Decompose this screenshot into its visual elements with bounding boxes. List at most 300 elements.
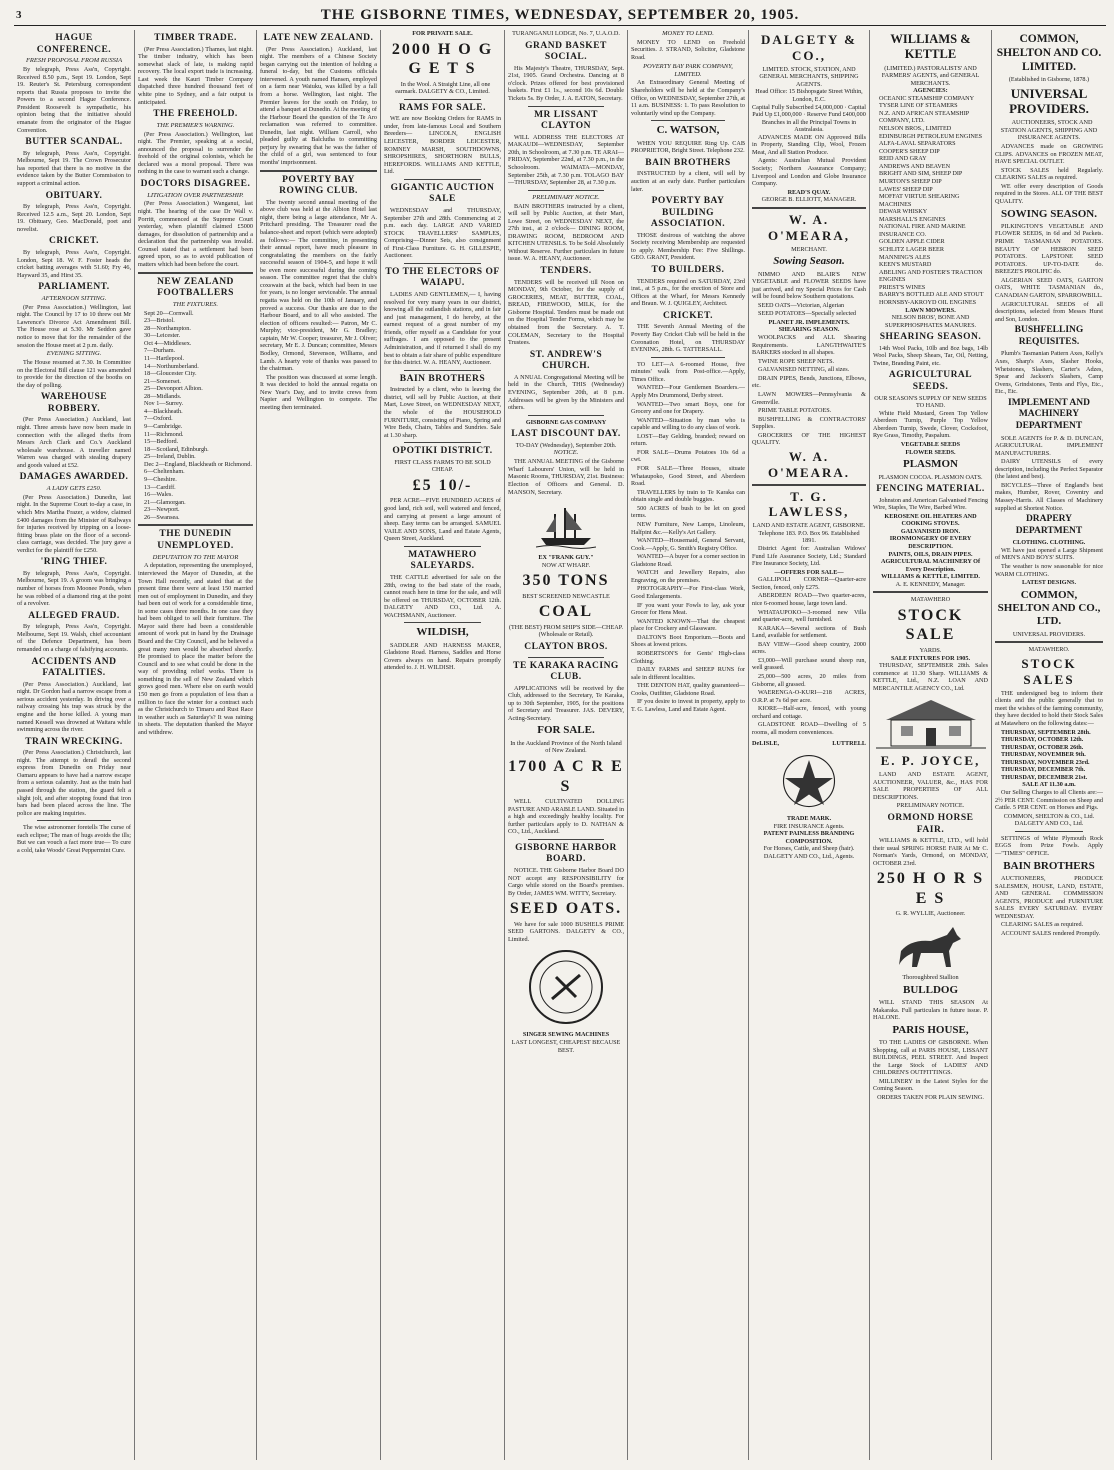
agency-list [873,95,988,307]
ad-singer-text: LAST LONGEST, CHEAPEST BECAUSE BEST. [511,1039,621,1054]
agency-item: HORNSBY-AKROYD OIL ENGINES [879,298,977,306]
ad-auctioneers: AUCTIONEERS, STOCK AND STATION AGENTS, SHIPPING AND INSURANCE AGENTS. [1000,119,1098,142]
agency-item: COOPER'S SHEEP DIP [879,147,940,155]
fixture-item: 28—Northampton. [144,324,191,332]
ad-sowing-season: SOWING SEASON. [1001,207,1097,220]
sale-item: GLADSTONE ROAD—Dwelling of 5 rooms, all modern conveniences. [752,721,866,736]
ad-seed-oats: SEED OATS—Victorian, Algerian [758,301,845,309]
agency-item: MURTON'S SHEEP DIP [879,177,942,185]
ad-ironmongery: IRONMONGERY OF EVERY DESCRIPTION. [889,535,972,551]
ad-tenders-text: TENDERS will be received till Noon on MONDAY, 9th October, for the supply of GROCERIES, MEAT, BUTTER, COAL, BREAD, FIREWOOD, MILK, for the Gisborne Hospital. Tenders must be made out on the Hospital Tender Forms, which may be obtained from the Secretary. A. T. COLEMAN, Secretary to the Hospital Trustees. [508,278,624,347]
subhead-afternoon: AFTERNOON SITTING. [41,294,107,302]
fixture-item: Oct 4—Middlesex. [144,339,192,347]
fixture-item: 30—Leicester. [144,332,181,340]
sale-item: £3,000—Will purchase sound sheep run, well grassed. [752,656,866,672]
headline-cricket: CRICKET. [48,236,99,247]
ad-matawhero: MATAWHERO [910,596,951,604]
column-4 [381,30,505,1460]
ad-fencing-text: Johnston and American Galvanised Fencing Wire, Staples, Tie Wire, Barbed Wire. [873,496,988,512]
ad-delisle: DeLISLE, [752,739,779,747]
headline-doctors: DOCTORS DISAGREE. [140,178,251,189]
classified-ad: WANTED—Housemaid, General Servant, Cook.—Apply, G. Smith's Registry Office. [631,537,745,552]
ad-bulldog-text: WILL STAND THIS SEASON At Makaraka. Full particulars in future issue. P. HALONE. [873,999,988,1022]
ad-notice-text: THE ANNUAL MEETING of the Gisborne Wharf Labourers' Union, will be held in Masonic Rooms, THURSDAY, 21st. Business: Election of Officers and General. D. MANSON, Secretary. [508,458,624,496]
ad-clayton-text: WILL ADDRESS THE ELECTORS AT MAKAUDI—WEDNESDAY, September 20th, in Schoolroom, at 7.30 p.m. TE ARAI—FRIDAY, September 22nd, at 7.30 p.m., in the Schoolroom. WAIMATA—MONDAY, September 25th, at 7.30 p.m. TOLAGO BAY—THURSDAY, September 28, at 7.30 p.m. [508,133,624,187]
ad-gigantic: GIGANTIC AUCTION SALE [390,182,495,205]
ad-ormond: ORMOND HORSE FAIR. [887,813,974,835]
agency-item: DEWAR WHISKY [879,208,928,216]
fixture-item: 23—Newport. [144,506,180,514]
agency-item: ALFA-LAVAL SEPARATORS [879,140,956,148]
classified-ad: PHOTOGRAPHY—For First-class Work, Good Enlargements. [631,585,745,601]
classified-ad: FOR SALE—Drums Potatoes 10s 6d a cwt. [631,448,745,464]
ad-stock-sales-2: STOCK SALES [1021,656,1077,687]
agency-item: MARSHALL'S ENGINES [879,215,946,223]
ad-shearing-text: 14th Wool Packs, 10lb and 8oz bags, 14lb Wool Packs, Sheep Shears, Tar, Oil, Netting, Twine, Branding Paint, etc. [873,344,988,367]
fixture-item: 7—Oxford. [144,415,173,423]
ad-gas: GISBORNE GAS COMPANY [525,418,607,426]
ad-bulldog: BULLDOG [902,983,958,996]
subhead-evening: EVENING SITTING. [46,350,102,358]
ad-coal: COAL [538,603,594,621]
classified-ad: WANTED—A buyer for a corner section in Gladstone Road. [631,553,745,568]
ad-wildish: WILDISH, [416,626,469,639]
classified-ad: WANTED—Four Gentlemen Boarders.—Apply Mrs Drummond, Derby street. [631,384,745,399]
article-train: (Per Press Association.) Christchurch, last night. The attempt to derail the second express from Dunedin on Friday near Oamaru appears to have had a narrow escape from a serious calamity. Just as the train had passed through the station, the guard felt a slight jolt, and after stopping found that iron bars had been placed across the line. The police are making inquiries. [17,749,131,817]
headline-hague: HAGUE CONFERENCE. [36,33,112,55]
classified-ad: ROBERTSON'S for Gents' High-class Clothing. [631,649,745,665]
article-cricket: By telegraph, Press Ass'n, Copyright. London, Sept 18. W. F. Foster heads the cricket batting averages with 51.60; Fry 46, Hayward 35, and Hirst 35. [17,248,131,279]
agency-item: SCHLITZ LAGER BEER [879,246,944,253]
fixture-item: 9—Cambridge. [144,423,183,431]
ad-ex-frank: EX "FRANK GUY." [538,554,594,562]
ad-church: ST. ANDREW'S CHURCH. [529,349,603,372]
classified-ad: FOR SALE—Three Houses, situate Whataupoko, Good Street, and Aberdeen Road. [631,465,745,488]
fixture-item: 25—Ireland, Dublin. [144,453,196,461]
ad-cs-dalgety: COMMON, SHELTON & CO., Ltd. DALGETY AND CO., Ltd. [1003,812,1095,828]
ad-winter: The weather is now seasonable for nice WARM CLOTHING. [995,562,1103,578]
ad-lawless-agent: District Agent for: Australian Widows' Fund Life Assurance Society, Ltd.; Standard Fire Insurance Society, Ltd. [752,545,866,568]
ad-basket: GRAND BASKET SOCIAL. [525,40,607,63]
agency-item: BARRY'S BOTTLED ALE AND STOUT [879,291,984,299]
agency-item: ANDREWS AND BEAVEN [879,162,951,170]
article-butter: By telegraph, Press Ass'n, Copyright. Melbourne, Sept 19. The Crown Prosecutor has reported that there is no motive in the evidence taken by the Butter Commission to support a criminal action. [17,149,131,187]
classified-ad: WATCH and Jewellery Repairs, also Engraving, on the premises. [631,569,745,584]
article-evening: The House resumed at 7.30. In Committee on the Electoral Bill clause 121 was amended to provide for the direction of the booths on the day of polling. [17,358,131,389]
ad-paris-house: PARIS HOUSE, [892,1023,969,1036]
ad-woolpacks: WOOLPACKS and ALL Shearing Requirements. LANGTHWAITE'S BARKERS stocked in all shapes. [752,334,866,357]
ad-sowing: Sowing Season. [773,255,845,268]
ad-basket-text: His Majesty's Theatre, THURSDAY, Sept. 21st, 1905. Grand Orchestra. Dancing at 8 o'clock. Prizes offered for best provisioned baskets. First £1 1s., second 10s 6d. Double Tickets 5s. By Order, J. A. EATON, Secretary. [508,64,624,102]
ad-gigantic-text: WEDNESDAY and THURSDAY, September 27th and 28th. Commencing at 2 p.m. each day. LARGE AND VARIED STOCK TRAVELLERS' SAMPLES, Comprising—Dinner Sets, also consignment of First-Class Furniture. G. H. GILLESPIE, Auctioneer. [384,206,501,260]
ad-potatoes: PRIME TABLE POTATOES. [758,407,832,415]
column-2 [135,30,257,1460]
classified-ad: WANTED—Two smart Boys, one for Grocery and one for Drapery. [631,400,745,416]
ad-trade-mark: TRADE MARK. [786,815,832,823]
ad-notice: NOTICE. [553,449,579,457]
fixtures-list [138,310,253,522]
ad-stock-sales: STOCK SALES held Regularly. CLEARING SALES as required. [995,166,1103,182]
ad-tons: 350 TONS [522,572,610,590]
ad-seed: SEED OATS. [509,900,623,918]
sale-date: THURSDAY, OCTOBER 12th. [1001,736,1084,744]
fixture-item: 26—Swansea. [144,513,180,521]
column-7 [749,30,870,1460]
sale-item: KARAKA—Several sections of Bush Land, available for settlement. [752,624,866,640]
ad-building-text: THOSE desirous of watching the above Society receiving Membership are requested to apply. Membership Fee: Five Shillings. GEO. GRANT, President. [631,231,745,262]
ad-acres: 1700 A C R E S [508,758,624,795]
ad-sewing: ORDERS TAKEN FOR PLAIN SEWING. [877,1094,984,1102]
ad-agr-seeds: AGRICULTURAL SEEDS of all descriptions, selected from Messrs Hurst and Son, London. [995,300,1103,323]
agency-item: ABELING AND FOSTER'S TRACTION ENGINES [879,268,983,284]
house-illustration-icon [876,695,986,750]
ad-harbour-text: NOTICE. THE Gisborne Harbor Board DO NOT accept any RESPONSIBILITY for Cargo while stored on the Board's premises. By Order, JAMES WM. WITTY, Secretary. [508,867,624,897]
headline-butter: BUTTER SCANDAL. [25,137,123,148]
ad-coal-text: (THE BEST) FROM SHIP'S SIDE—CHEAP. (Wholesale or Retail). [508,623,624,639]
subhead-freehold: THE PREMIER'S WARNING. [156,121,235,129]
sale-item: BAY VIEW—Good sheep country, 2000 acres. [752,640,866,656]
article-doctors: (Per Press Association.) Wanganui, last night. The hearing of the case Dr Wall v. Porritt, commenced at the Supreme Court yesterday, when plaintiff claimed £5000 damages, for dissolution of partnership and a declaration that the partnership was invalid. Counsel stated that a settlement had been agreed upon, so as to avoid publication of matters which had been before the court. [138,200,253,268]
ad-dalgety-capital: Capital Fully Subscribed £4,000,000 · Capital Paid Up £1,000,000 · Reserve Fund £400,000 [752,103,866,119]
fixture-item: 25—Devonport Albion. [144,385,203,393]
ad-implement-text: SOLE AGENTS for P. & D. DUNCAN, AGRICULTURAL IMPLEMENT MANUFACTURERS. [995,434,1103,457]
ad-singer: SINGER SEWING MACHINES [522,1031,610,1039]
ad-drapery: DRAPERY DEPARTMENT [1015,514,1083,536]
ad-bain-bros: BAIN BROTHERS [1003,859,1095,872]
ad-bred: Thoroughbred Stallion [902,974,959,982]
agency-item: MOFFAT VIRTUE SHEARING MACHINES [879,193,960,208]
ad-dairy: DAIRY UTENSILS of every description, including the Perfect Separator (the latest and best). [995,458,1103,481]
article-freehold: (Per Press Association.) Wellington, last night. The Premier, speaking at a social, announced the proposal to surrender the freehold of the original colonists, which he declared was a moral proposal. There was nothing in the case to warrant such a change. [138,130,253,176]
column-5 [505,30,628,1460]
ad-lodge: TURANGANUI LODGE, No. 7, U.A.O.D. [512,30,620,37]
ad-groceries: GROCERIES OF THE HIGHEST QUALITY. [752,431,866,447]
ad-settings: SETTINGS of White Plymouth Rock EGGS from Prize Fowls. Apply—"TIMES" OFFICE. [995,834,1103,857]
ad-park: POVERTY BAY PARK COMPANY, LIMITED. [643,62,733,78]
fixture-item: 9—Cheshire. [144,475,177,483]
agency-item: BRIGHT AND SIM, SHEEP DIP [879,170,963,178]
subhead-hague: FRESH PROPOSAL FROM RUSSIA [25,57,123,65]
article-accidents: (Per Press Association.) Auckland, last night. Dr Gordon had a narrow escape from a serious accident yesterday. In driving over a railway crossing his trap was struck by the engine and the horse killed. A young man named Kessell was drowned at Waitara while swimming across the river. [17,680,131,734]
ad-established: (Established in Gisborne, 1878.) [1008,76,1090,84]
ad-horses: 250 H O R S E S [876,870,985,907]
ad-bushfelling-text: Plumb's Tasmanian Pattern Axes, Kelly's Axes, Sharp's Axes, Slasher Hooks, Whetstones, Slashers, Carter's Adzes, Spear and Jackson's Slashers, Camp Ovens, Grindstones, Tents and Flys, Etc., Etc., Etc. [995,350,1103,396]
ad-prelim: PRELIMINARY NOTICE. [532,193,600,201]
ad-opotiki-text: PER ACRE—FIVE HUNDRED ACRES of good land, rich soil, well watered and fenced, and carrying at present a large amount of sheep. Easy terms can be arranged. SAMUEL VAILE AND SONS, Land and Estate Agents, Queen Street, Auckland. [384,497,501,543]
ad-stock-sales-text: THE undersigned beg to inform their clients and the public generally that to meet the wishes of the farming community, they have decided to hold their Stock Sales at Matawhero on the following dates:— [995,689,1103,727]
ad-discount: LAST DISCOUNT DAY. [511,429,621,440]
ad-agri-list: White Field Mustard, Green Top Yellow Aberdeen Turnip, Purple Top Yellow Aberdeen Turnip, Swede, Clover, Cocksfoot, Rye Grass, Timothy, Paspalum. [873,409,988,440]
classified-ad: WANTED—Situation by man who is capable and willing to do any class of work. [631,416,745,432]
ad-joyce-text: LAND AND ESTATE AGENT, AUCTIONEER, VALUER, &c., HAS FOR SALE PROPERTIES OF ALL DESCRIPTIONS. [873,771,988,801]
ad-galvanised: GALVANISED NETTING, all sizes. [758,366,850,374]
agency-item: N.Z. AND AFRICAN STEAMSHIP COMPANY, LTD. [879,109,970,125]
ad-lawless: T. G. LAWLESS, [768,488,850,520]
ad-tenders: TENDERS. [540,266,592,277]
agency-item: GOLDEN APPLE CIDER [879,238,945,246]
ad-electors: TO THE ELECTORS OF WAIAPU. [385,266,500,289]
column-8 [870,30,992,1460]
ad-flower-seeds: FLOWER SEEDS. [905,448,956,456]
fixture-item: 16—Wales. [144,491,173,499]
ad-racing-text: APPLICATIONS will be received by the Club, addressed to the Secretary, Te Karaka, up to 30th September, 1905, for the positions of Secretary and Treasurer. JAS. DEVERY, Acting-Secretary. [508,684,624,722]
agency-item: PRIEST'S WINES [879,283,926,291]
article-late-nz: (Per Press Association.) Auckland, last night. The members of a Chinese Society began carrying out the intention of holding a funeral to-day, but the Customs officials intervened. A youth named Hansen, employed on a farm near Waiuku, was killed by a fall from a horse. Wellington, last night. The Premier leaves for the south on Friday, to attend a banquet at Dunedin. At the meeting of the Harbour Board the question of the Te Aro reclamation was referred to committee. Dunedin, last night. William Carroll, who pleaded guilty at Balclutha to committing perjury by swearing that he was the father of the child of a girl, was sentenced to four months' imprisonment. [260,45,377,167]
newspaper-title: THE GISBORNE TIMES, WEDNESDAY, SEPTEMBER 20, 1905. [320,7,800,24]
ad-patent: PATENT PAINLESS BRANDING COMPOSITION. [763,830,855,845]
fixture-item: 6—Cheltenham. [144,468,185,476]
ad-opotiki-sub: FIRST CLASS FARMS TO BE SOLD CHEAP. [394,458,491,474]
article-ring: By telegraph, Press Ass'n, Copyright. Melbourne, Sept 19. A groom was bringing a number of horses from Moonee Ponds, when he was robbed of a diamond ring at the point of a revolver. [17,569,131,608]
sale-date: THURSDAY, DECEMBER 7th. [1001,766,1086,774]
horse-icon [891,921,971,971]
ad-bain-bros-text: AUCTIONEERS, PRODUCE SALESMEN, HOUSE, LAND, ESTATE, AND GENERAL COMMISSION AGENTS, PRODUCE and FURNITURE SALES EVERY SATURDAY. EVERY WEDNESDAY. [995,874,1103,920]
ad-kerosene: KEROSENE OIL HEATERS AND COOKING STOVES. [884,512,977,528]
ad-prelim-text: BAIN BROTHERS instructed by a client, will sell by Public Auction, at their Mart, Lowe Street, on WEDNESDAY NEXT, the 27th inst., at 2 o'clock— DINING ROOM, DRAWING ROOM, BEDROOM AND KITCHEN UTENSILS. To be Sold Absolutely Without Reserve. Further particulars in future issue. W. A. HEANY, Auctioneer. [508,202,624,263]
ad-lawn: LAWN MOWERS—Pennsylvania & Greenville. [752,390,866,406]
article-parliament: (Per Press Association.) Wellington, last night. The Council by 17 to 10 threw out Mr Lawrence's Divorce Act Amendment Bill. The House rose at 5.30. Mr Seddon gave notice to move that for the remainder of the session the House meet at 2 p.m. daily. [17,303,131,349]
ad-kennedy: A. E. KENNEDY, Manager. [895,580,966,588]
ad-universal-2: UNIVERSAL PROVIDERS. [1012,630,1086,638]
agency-item: REID AND GRAY [879,155,927,163]
ad-paris-text: TO THE LADIES OF GISBORNE. When Shopping, call at PARIS HOUSE, LISSANT BUILDINGS, PEEL STREET. And Inspect the Large Stock of LADIES' AND CHILDREN'S OUTFITTINGS. [873,1039,988,1077]
ad-elliot: GEORGE B. ELLIOTT, MANAGER. [761,196,857,204]
headline-timber: TIMBER TRADE. [154,33,237,43]
headline-footballers: NEW ZEALAND FOOTBALLERS [157,276,234,299]
ad-builders-text: TENDERS required on SATURDAY, 23rd inst., at 5 p.m., for the erection of Store and Offices at the Wharf, for Messrs Kennedy and Braun. W. J. QUIGLEY, Architect. [631,277,745,308]
article-timber: (Per Press Association.) Thames, last night. The timber industry, which has been somewhat slack of late, is making rapid recovery. The local export trade is increasing. Last week the Kauri Timber Company dispatched three hundred thousand feet of white pine to Sydney, and a fair output is anticipated. [138,45,253,106]
ad-reads-quay: READ'S QUAY. [787,188,831,196]
fixture-item: 4—Blackheath. [144,407,183,415]
agency-item: NATIONAL FIRE AND MARINE INSURANCE CO. [879,223,966,238]
ad-fencing: FENCING MATERIAL. [876,484,985,495]
ad-bain-2-text: INSTRUCTED by a client, will sell by auction at an early date. Further particulars later. [631,170,745,193]
agency-item: LAWES' SHEEP DIP [879,185,933,193]
ad-agricultural-seeds: AGRICULTURAL SEEDS. [888,370,973,393]
article-damages: (Per Press Association.) Dunedin, last night. In the Supreme Court to-day a case, in which Mrs Martha Frazer, a widow, claimed £400 damages from the Minister of Railways for injuries received by tripping on a loose-fitting brass plate on the floor of a second-class carriage, was decided. The jury gave a verdict for the plaintiff for £250. [17,493,131,554]
ad-agr-machinery: AGRICULTURAL MACHINERY Of Every Description. [880,558,981,573]
agency-item: KEEN'S MUSTARD [879,261,932,269]
ad-sowing-text: NIMMO AND BLAIR'S NEW VEGETABLE and FLOWER SEEDS have just arrived, and my Special Prices for Cash will be found below Southern quotations. [752,270,866,301]
ad-coal-sub: BEST SCREENED NEWCASTLE [522,592,610,600]
fixture-item: 15—Bedford. [144,438,179,446]
classified-ad: TO LET—A 6-roomed House, five minutes' walk from Post-office.—Apply, Times Office. [631,360,745,383]
headline-late-nz: LATE NEW ZEALAND. [263,33,374,43]
ad-algerian: ALGERIAN SEED OATS, GARTON OATS, WHITE TASMANIAN do., CANADIAN GARTON, SPARROWBILL. [995,276,1103,299]
ad-hoggets-text: In the Wool. A Straight Line, all one earmark. DALGETY & CO., Limited. [395,80,491,96]
ad-bain-text: Instructed by a client, who is leaving the district, will sell by Public Auction, at their Mart, Lowe Street, on WEDNESDAY NEXT, the whole of the HOUSEHOLD FURNITURE, consisting of Piano, Spring and Wire Beds, Chairs, Tables and Sundries. Sale at 1.30 sharp. [384,386,501,439]
fixture-item: 14—Northumberland. [144,362,199,370]
sale-date: THURSDAY, SEPTEMBER 28th. [1001,728,1091,736]
ad-common-shelton: COMMON, SHELTON AND CO. LIMITED. [996,33,1102,74]
sale-item: KIORE—Half-acre, fenced, with young orchard and cottage. [752,705,866,720]
sale-item: WAERENGA-O-KURI—218 ACRES, O.R.P. at 7s 6d per acre. [752,689,866,704]
ad-omeara-sub: MERCHANT. [791,245,827,253]
ad-paints: PAINTS, OILS, DRAIN PIPES. [888,550,973,558]
article-fraud: By telegraph, Press Ass'n, Copyright. Melbourne, Sept 19. Walsh, chief accountant of the Defence Department, has been remanded on a charge of falsifying accounts. [17,623,131,653]
fixture-item: 13—Cardiff. [144,483,176,491]
ad-fixtures-text: THURSDAY, SEPTEMBER 28th. Sales commence at 11.30 Sharp. WILLIAMS & KETTLE, Ltd., N.Z. LOAN AND MERCANTILE AGENCY CO., Ltd. [873,662,988,692]
ad-universal: UNIVERSAL PROVIDERS. [1009,85,1089,117]
ad-common-2: COMMON, SHELTON AND CO., LTD. [997,588,1101,628]
headline-damages: DAMAGES AWARDED. [19,472,129,483]
trade-mark-icon [779,751,839,811]
column-9 [992,30,1106,1460]
headline-parliament: PARLIAMENT. [38,282,110,293]
ad-planet: PLANET JR. IMPLEMENTS. [768,318,850,326]
ad-dalgety-agents: Agents: Australian Mutual Provident Society; Northern Assurance Company; Liverpool and London and Globe Insurance Company. [752,157,866,188]
subhead-dunedin: DEPUTATION TO THE MAYOR [152,553,239,561]
ad-advances: ADVANCES made on GROWING CLIPS. ADVANCES on FROZEN MEAT, HAVE SPECIAL OUTLET. [995,143,1103,166]
ad-bicycles: BICYCLES—Three of England's best makes, Humber, Rover, Coventry and Massey-Harris. All Classes of Machinery supplied at Shortest Notice. [995,481,1103,512]
ad-twine: TWINE ROPE SHEEP NETS. [758,357,835,365]
masthead [14,6,1106,26]
article-rowing-2: The position was discussed at some length. It was decided to hold the annual regatta on New Year's Day, and to invite crews from Napier and Wellington to compete. The meeting then terminated. [260,373,377,411]
agency-item: TYSER LINE OF STEAMERS [879,102,958,110]
classified-ad: WANTED KNOWN—That the cheapest place for Crockery and Glassware. [631,617,745,633]
ad-wk-sub: (LIMITED.) PASTORALISTS' AND FARMERS' AGENTS, and GENERAL MERCHANTS. [881,64,980,87]
ad-ormond-text: WILLIAMS & KETTLE, LTD., will hold their usual SPRING HORSE FAIR At Mr C. Norman's Yards, Ormond, on MONDAY, OCTOBER 23rd. [873,837,988,867]
ad-cricket: CRICKET. [662,310,713,321]
agency-item: NELSON BROS., LIMITED [879,125,952,132]
ad-wk-agencies: AGENCIES: [913,87,948,95]
sale-item: ABERDEEN ROAD—Two quarter-acres, nice 6-roomed house, large town land. [752,592,866,607]
fixture-item: 11—Hartlepool. [144,354,185,362]
sale-date: THURSDAY, OCTOBER 26th. [1001,743,1084,751]
headline-accidents: ACCIDENTS AND FATALITIES. [31,656,117,679]
ad-church-text: A NNUAL Congregational Meeting will be held in the Church, THIS (Wednesday) EVENING, September 20th, at 8 p.m. Addresses will be given by the Ministers and others. [508,373,624,412]
subhead-damages: A LADY GETS £250. [46,484,102,492]
fixture-item: 28—Midlands. [144,392,182,400]
ad-wildish-text: SADDLER AND HARNESS MAKER, Gladstone Road. Harness, Saddles and Horse Covers always on hand. Repairs promptly attended to. J. H. WILDISH. [384,641,501,672]
ad-electors-text: LADIES AND GENTLEMEN,— I, having resolved for very many years in our district, knowing all the outlandish stations, and in fair and just management, I do hereby, at the earnest request of a great number of my friends, offer myself as a Candidate for your suffrages. I am opposed to the present Administration, and if returned I shall do my best to obtain a fair share of public expenditure for this district. W. A. HEANY, Auctioneer. [384,291,501,367]
ad-building-assoc: POVERTY BAY BUILDING ASSOCIATION. [650,196,726,230]
classified-ad: 500 ACRES of bush to be let on good terms. [631,504,745,520]
sale-dates [995,729,1103,782]
ad-opotiki: OPOTIKI DISTRICT. [392,446,493,457]
fixture-item: Nov 1—Surrey. [144,400,184,408]
fixture-item: Sept 20—Cornwall. [144,309,194,317]
ad-matawhero-text: THE CATTLE advertised for sale on the 28th, owing to the bad state of the roads, cannot reach here in time for the sale, and will be offered on THURSDAY, OCTOBER 12th. DALGETY AND CO., Ltd. A. WACHSMANN, Auctioneer. [384,573,501,619]
ad-forsale-sub: In the Auckland Province of the North Island of New Zealand. [510,739,622,755]
ad-dalgety-advances: ADVANCES MADE ON Approved Bills in Property, Standing Clip, Wool, Frozen Meat, And all Station Produce. [752,133,866,156]
article-obituary: By telegraph, Press Ass'n, Copyright. Received 12.5 a.m., Sept 20. London, Sept 19. Obituary, Geo. MacDonald, poet and novelist. [17,203,131,233]
ad-bain: BAIN BROTHERS [399,373,486,384]
article-warehouse: (Per Press Association.) Auckland, last night. Three arrests have now been made in connection with the alleged thefts from Messrs Arch Clark and Co.'s Auckland wholesale warehouse. A traveller named Warren was charged with stealing drapery and goods valued at £52. [17,416,131,469]
fixture-item: 23—Bristol. [144,317,175,325]
sale-date: THURSDAY, NOVEMBER 9th. [1001,751,1086,759]
ad-cricket-text: THE Seventh Annual Meeting of the Poverty Bay Cricket Club will be held in the Coronation Hotel, on THURSDAY EVENING, 28th. G. TATTERSALL. [631,323,745,354]
sale-date: THURSDAY, DECEMBER 21st. [1001,773,1088,781]
ad-dalgety: DALGETY & CO., [761,32,857,63]
classified-ad: DALTON'S Boot Emporium.—Boots and Shoes at lowest prices. [631,633,745,649]
ad-yards: YARDS. [919,647,942,654]
ad-sale-fixtures: SALE FIXTURES FOR 1905. [890,654,971,662]
ad-charges: Our Selling Charges to all Clients are:— 2½ PER CENT. Commission on Sheep and Cattle. 5 PER CENT. on Horses and Pigs. [995,789,1103,812]
ad-drain: DRAIN PIPES, Bends, Junctions, Elbows, etc. [752,374,866,390]
ad-rams-text: WE are now Booking Orders for RAMS in under, from late-famous Local and Southern Breeders— LINCOLN, ENGLISH LEICESTER, BORDER LEICESTER, ROMNEY MARSH, SOUTHDOWNS, SHROPSHIRES, SHORTHORN BULLS, HEREFORDS. WILLIAMS AND KETTLE, Ltd. [384,115,501,176]
ad-seed-potatoes: SEED POTATOES—Specially selected [758,310,857,318]
ad-wk-2: WILLIAMS & KETTLE, LIMITED. [881,573,980,581]
ad-offers: —OFFERS FOR SALE— [774,568,844,576]
classified-ad: NEW Furniture, New Lamps, Linoleum, Halfpint &c.—Kelly's Art Gallery. [631,520,745,536]
article-rowing: The twenty second annual meeting of the above club was held at the Albion Hotel last night, there being a large attendance, Mr A. Pritchard presiding. The Treasurer read the balance-sheet and report (which were adopted) as follows:— The committee, in presenting their annual report, have much pleasure in congratulating the members on the fairly successful season of 1904-5, and hope it will be even more successful during the coming season. The committee regret that the club's coxswain at the back, which had been in use for years, is no longer serviceable. The annual regatta was held on the 10th of January, and proved a success. Our thanks are due to the Harbour Board, and to all who assisted. The election of officers resulted:— Patron, Mr C. Murphy; vice-president, Mr G. Bradley; captain, Mr W. Cooper; treasurer, Mr J. Oliver; secretary, Mr E. J. Duncan; committee, Messrs Bodley, Ormond, Stevenson, Williams, and Lamb. A hearty vote of thanks was passed to the chairman. [260,198,377,373]
subhead-fixtures: THE FIXTURES. [172,300,219,308]
ad-dalgety-sub: LIMITED. STOCK, STATION, AND GENERAL MERCHANTS, SHIPPING AGENTS. [759,65,859,88]
column-3 [257,30,381,1460]
ad-vegetable-seeds: VEGETABLE SEEDS [900,440,961,448]
poem-peppermint: The wise astronomer foretells The curse of each eclipse; The man of hugs avoids the ills; But we can vouch a fact more true— To cure a cold, take Woods' Great Peppermint Cure. [17,824,131,854]
headline-dunedin: THE DUNEDIN UNEMPLOYED. [157,529,234,551]
ad-manures: NELSON BROS', BONE AND SUPERPHOSPHATES MANURES. [884,314,977,329]
headline-train: TRAIN WRECKING. [25,736,123,747]
ad-bain-2: BAIN BROTHERS [645,157,731,168]
ad-forsale: FOR SALE. [537,724,595,737]
headline-warehouse: WAREHOUSE ROBBERY. [40,392,108,414]
singer-logo-icon [526,947,606,1027]
ad-clothing-text: WE have just opened a Large Shipment of MEN'S AND BOYS' SUITS. [995,546,1103,562]
ad-shearing-season: SHEARING SEASON. [879,332,982,343]
ad-acres-text: WELL CULTIVATED DOLLING PASTURE AND ARABLE LAND. Situated in a high and exceedingly healthy locality. For further particulars apply to D. NATHAN & CO., Ltd., Auckland. [508,798,624,836]
fixture-item: 11—Richmond. [144,430,184,438]
ad-latest: LATEST DESIGNS. [1021,579,1077,587]
ad-bushfelling-req: BUSHFELLING REQUISITES. [1014,325,1084,347]
ad-clayton-bros: CLAYTON BROS. [524,641,608,652]
ad-implement: IMPLEMENT AND MACHINERY DEPARTMENT [1008,397,1090,431]
ad-stock-sale: STOCK SALE [897,606,964,644]
ad-patent-text: For Horses, Cattle, and Sheep (hair). DALGETY AND CO., Ltd., Agents. [763,845,855,860]
ad-lawless-sub: LAND AND ESTATE AGENT, GISBORNE. Telephone 183. P.O. Box 96. Established 1891. [752,522,866,545]
fixture-item: 21—Somerset. [144,377,181,385]
ad-matawhero-2: MATAWHERO. [1028,646,1070,654]
subhead-doctors: LITIGATION OVER PARTNERSHIP. [147,191,244,199]
ad-sale-at: SALE AT 11.30 a.m. [1022,781,1076,789]
ad-joyce: E. P. JOYCE, [880,753,981,769]
ad-rams: RAMS FOR SALE. [399,102,486,113]
ad-harbour: GISBORNE HARBOR BOARD. [515,842,617,865]
sale-date: THURSDAY, NOVEMBER 23rd. [1001,758,1090,766]
ad-watson-text: WHEN YOU REQUIRE Ring Up. CAB PROPRIETOR, Bright Street. Telephone 232. [631,139,745,155]
classified-ad: IF you want your Fowls to lay, ask your Grocer for Hens Meat. [631,601,745,617]
ad-clothing: CLOTHING. CLOTHING. [1012,539,1086,547]
ad-matawhero-saleyards: MATAWHERO SALEYARDS. [408,549,477,572]
ship-icon [536,500,596,550]
ad-bushfelling: BUSHFELLING & CONTRACTORS' Supplies. [752,415,866,431]
ad-plasmon-text: PLASMON COCOA. PLASMON OATS. [878,473,983,481]
fixture-item: Dec 2—England, Blackheath or Richmond. [144,460,252,468]
agency-item: MANNING'S ALES [879,253,931,261]
column-1 [14,30,135,1460]
article-hague: By telegraph, Press Ass'n, Copyright. Received 8.50 p.m., Sept 19. London, Sept 19. Reuter's St. Petersburg correspondent reports that Russia proposes to invite the Powers to a second Hague Conference. President Roosevelt is sympathetic, his opinion being that the initiative should emanate from the originator of the Hague Convention. [17,66,131,134]
ad-omeara: W. A. O'MEARA, [767,211,851,243]
sale-item: GALLIPOLI CORNER—Quarter-acre Section, fenced, only £275. [752,576,866,591]
page-number: 3 [16,9,23,21]
ad-discount-text: TO-DAY (Wednesday), September 20th. [515,441,617,449]
ad-watson: C. WATSON, [656,124,720,137]
ad-private-sale: FOR PRIVATE SALE. [412,30,473,37]
ad-racing: TE KARAKA RACING CLUB. [513,660,619,683]
ad-park-text: An Extraordinary General Meeting of Shareholders will be held at the Company's Office, on WEDNESDAY, September 27th, at 11 a.m. BUSINESS: 1. To pass Resolution to voluntarily wind up the Company. [631,79,745,117]
headline-fraud: ALLEGED FRAUD. [28,610,120,621]
column-6 [628,30,749,1460]
ad-money: MONEY TO LEND. [662,30,714,37]
ad-clayton: MR LISSANT CLAYTON [534,109,598,132]
ad-fire: FIRE INSURANCE Agents. [773,822,845,830]
classified-ad: LOST—Bay Gelding, branded; reward on return. [631,432,745,448]
sale-item: 25,000—500 acres, 20 miles from Gisborne, all grassed. [752,673,866,688]
ad-builders: TO BUILDERS. [651,265,725,276]
ad-galv-iron: GALVANISED IRON. [900,527,961,535]
